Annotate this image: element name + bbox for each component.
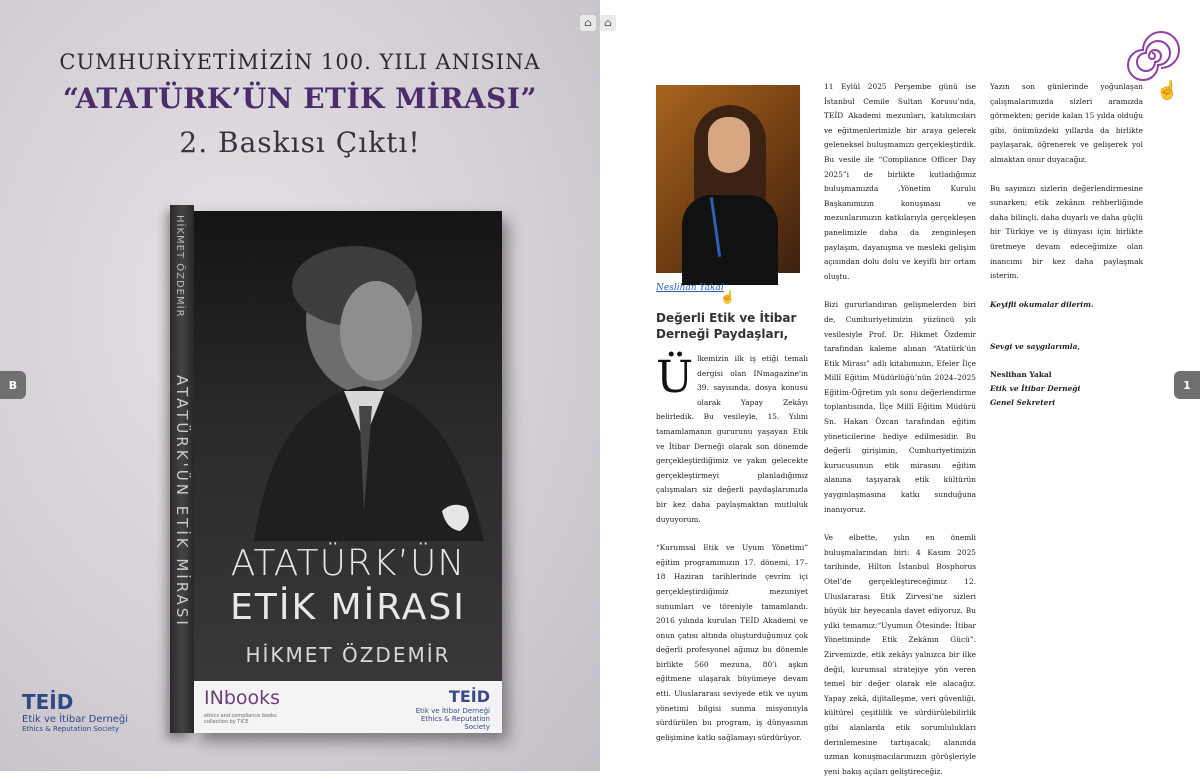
pointer-hand-icon: ☝: [720, 290, 735, 304]
left-page-advertisement: [0, 0, 600, 771]
click-hand-icon[interactable]: ☝: [1156, 80, 1179, 101]
photo-caption-link[interactable]: Neslihan Yakal: [656, 283, 724, 293]
top-toolbar: [580, 15, 616, 31]
column-2: [824, 80, 976, 779]
book-cover: [194, 211, 502, 733]
signature-org: Etik ve İtibar Derneği: [990, 384, 1081, 394]
author-photo: [656, 85, 800, 273]
cover-author: HİKMET ÖZDEMİR: [245, 643, 451, 667]
teid-logo-name: TEİD: [22, 690, 74, 714]
photo-face: [708, 117, 750, 173]
ad-subheadline: 2. Baskısı Çıktı!: [179, 126, 421, 159]
signature-title: Genel Sekreteri: [990, 398, 1056, 408]
column-3: [990, 80, 1143, 410]
home-icon[interactable]: ⌂: [600, 15, 616, 31]
inbooks-logo: INbooks: [204, 687, 281, 709]
spine-author: HİKMET ÖZDEMİR: [174, 215, 185, 318]
drop-cap: Ü: [656, 352, 694, 403]
col2-paragraph-2: Bizi gururlandıran gelişmelerden biri de, Cumhuriyetimizin yüzüncü yılı vesilesiyle Prof. Dr. Hikmet Özdemir tarafından kaleme alınan “Atatürk’ün Etik Mirası” adlı kitabımızın, Efeler İlçe Millî Eğitim Müdürlüğü’nün 2024–2025 Eğitim-Öğretim yılı sonu değerlendirme toplantısında, İlçe Millî Eğitim Müdürü Sn. Hakan Özcan tarafından eğitim yöneticilerine hediye edilmesidir. Bu değerli girişimin, Cumhuriyetimizin kurucusunun etik mirasını eğitim alanına taşıyarak etik kültürün yaygınlaşmasına katkı sunduğuna inanıyoruz.: [824, 300, 976, 514]
letter-heading: Değerli Etik ve İtibar Derneği Paydaşları,: [656, 311, 797, 341]
teid-logo-line2: Ethics & Reputation Society: [22, 725, 120, 733]
right-page-editorial: [600, 0, 1200, 776]
cover-title-line2: ETİK MİRASI: [230, 587, 466, 628]
column-1: [656, 352, 808, 745]
ad-book-title: “ATATÜRK’ÜN ETİK MİRASI”: [62, 82, 538, 115]
col3-paragraph-1: Yazın son günlerinde yoğunlaşan çalışmalarımızda sizleri aramızda görmekten; geride kalan 15 yılda olduğu gibi, önümüzdeki yıllarda da birlikte paylaşarak, öğrenerek ve gelişerek yol almaktan onur duyacağız.: [990, 82, 1143, 164]
book-image: [170, 205, 502, 733]
cover-teid-logo: TEİD: [448, 687, 490, 706]
teid-logo: [22, 690, 128, 733]
home-icon[interactable]: ⌂: [580, 15, 596, 31]
col2-paragraph-1: 11 Eylül 2025 Perşembe günü ise İstanbul Cemile Sultan Korusu’nda, TEİD Akademi mezunları, katılımcıları ve eğitmenlerimizle bir araya gelerek geleneksel buluşmamızı gerçekleştirdik. Bu vesile ile “Compliance Officer Day 2025”i de birlikte kutladığımız buluşmamızda ,Yönetim Kurulu Başkanımızın konuşması ve mezunlarımızın katkılarıyla gerçekleşen panelimizle daha da zenginleşen paylaşım, dayanışma ve mesleki gelişim açısından dolu dolu ve keyifli bir ortam oluştu.: [824, 82, 976, 281]
col2-paragraph-3: Ve elbette, yılın en önemli buluşmalarından biri: 4 Kasım 2025 tarihinde, Hilton İstanbul Bosphorus Otel’de gerçekleştireceğimiz 12. Uluslararası Etik Zirvesi’ne sizleri büyük bir heyecanla davet ediyoruz. Bu yılki temamız:“Uyumun Ötesinde: İtibar Yönetiminde Etik Zekânın Gücü”. Zirvemizde, etik zekâyı yalnızca bir ilke değil, kurumsal stratejiye yön veren temel bir değer olarak ele alacağız. Yapay zekâ, dijitalleşme, veri güvenliği, kültürel çeşitlilik ve sürdürülebilirlik gibi alanlarda etik sorumlulukları derinlemesine tartışacak; alanında uzman konuşmacılarımızın görüşleriyle yeni bakış açıları geliştireceğiz.: [824, 533, 976, 776]
signature-name: Neslihan Yakal: [990, 370, 1052, 380]
cover-footer: [194, 681, 502, 733]
spine-title: ATATÜRK'ÜN ETİK MİRASI: [173, 375, 191, 628]
photo-body: [682, 195, 778, 285]
next-page-tab[interactable]: 1: [1174, 371, 1200, 399]
col3-paragraph-2: Bu sayımızı sizlerin değerlendirmesine sunarken; etik zekânın rehberliğinde daha bilinçli, daha duyarlı ve daha güçlü bir Türkiye ve iş dünyası için birlikte üretmeye devam edeceğimize olan inancımı bir kez daha paylaşmak isterim.: [990, 183, 1143, 281]
cover-teid-subtitle: Etik ve İtibar Derneği Ethics & Reputation Society: [415, 707, 490, 731]
ad-headline: CUMHURİYETİMİZİN 100. YILI ANISINA: [59, 50, 541, 74]
col1-paragraph-2: “Kurumsal Etik ve Uyum Yönetimi” eğitim programımızın 17. dönemi, 17–18 Haziran tarihlerinde çevrim içi gerçekleştirdiğimiz mezuniyet sunumları ve töreniyle tamamlandı. 2016 yılında kurulan TEİD Akademi ve onun çatısı altında oluşturduğumuz çok değerli profesyonel ağımız bu dönemle birlikte 560 mezuna, 80’i aşkın eğitmene ulaşarak büyümeye devam etti. Uluslararası seviyede etik ve uyum yönetimi bilgisi sunma misyonuyla sürdürülen bu program, iş dünyasının gelişimine katkı sağlamayı sürdürüyor.: [656, 543, 808, 742]
teid-logo-line1: Etik ve İtibar Derneği: [22, 714, 129, 725]
closing-wish: Keyifli okumalar dilerim.: [990, 299, 1094, 309]
portrait-illustration: [194, 211, 502, 541]
cover-title-line1: ATATÜRK’ÜN: [230, 543, 466, 584]
inbooks-subtitle: ethics and compliance books collection by TICE: [204, 713, 277, 725]
book-spine: [170, 205, 194, 733]
sign-off: Sevgi ve saygılarımla,: [990, 342, 1080, 352]
previous-page-tab[interactable]: B: [0, 371, 26, 399]
spiral-logo-icon: [1128, 32, 1176, 80]
col1-paragraph-1: lkemizin ilk iş etiği temalı dergisi olan INmagazine'in 39. sayısında, dosya konusu olarak Yapay Zekâyı belirledik. Bu vesileyle, 15. Yılını tamamlamanın gururunu yaşayan Etik ve İtibar Derneği olarak son dönemde gerçekleştirdiğimiz ve yakın gelecekte gerçekleştirmeyi planladığımız çalışmaları siz değerli paydaşlarımızla bir kez daha paylaşmaktan mutluluk duyuyorum.: [656, 354, 808, 524]
